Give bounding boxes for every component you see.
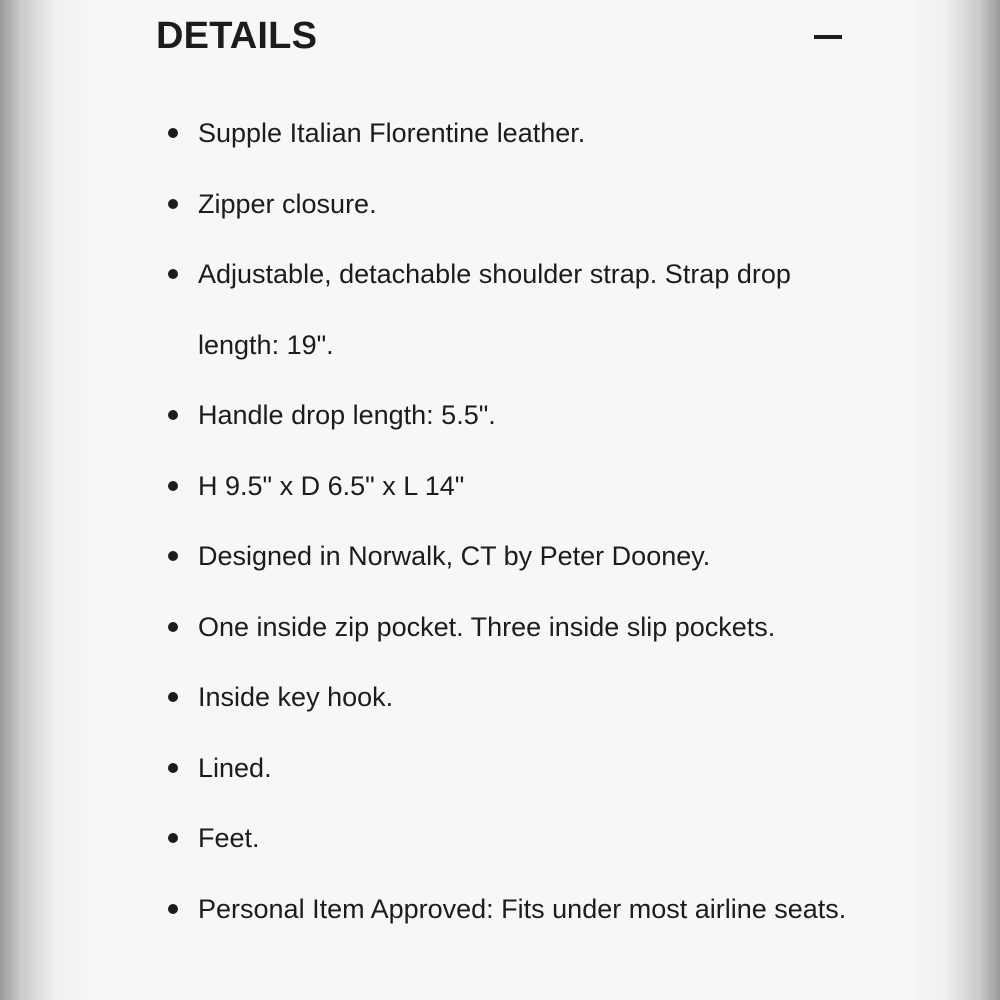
- list-item-text: Feet.: [198, 823, 260, 853]
- bullet-icon: [168, 481, 178, 491]
- list-item: [168, 380, 848, 451]
- list-item-text: Inside key hook.: [198, 682, 394, 712]
- list-item-text: Lined.: [198, 752, 272, 783]
- bullet-icon: [168, 269, 178, 279]
- bullet-icon: [168, 551, 178, 561]
- bullet-icon: [168, 622, 178, 632]
- list-item: [168, 874, 848, 945]
- list-item-text: Zipper closure.: [198, 188, 377, 219]
- details-list: [168, 98, 848, 944]
- details-accordion-header[interactable]: [156, 12, 844, 62]
- bullet-icon: [168, 410, 178, 420]
- list-item-text: Personal Item Approved: Fits under most airline seats.: [198, 893, 847, 924]
- list-item-text: Adjustable, detachable shoulder strap. Strap drop length: 19".: [198, 259, 791, 360]
- list-item: [168, 169, 848, 240]
- details-panel: [88, 0, 914, 1000]
- list-item: [168, 733, 848, 804]
- list-item: [168, 98, 848, 169]
- bullet-icon: [168, 763, 178, 773]
- list-item: [168, 239, 848, 380]
- list-item: [168, 803, 848, 874]
- list-item-text: H 9.5" x D 6.5" x L 14": [198, 470, 465, 501]
- list-item: [168, 451, 848, 522]
- list-item-text: Designed in Norwalk, CT by Peter Dooney.: [198, 541, 711, 571]
- minus-icon: [814, 35, 842, 39]
- list-item: [168, 592, 848, 663]
- bullet-icon: [168, 128, 178, 138]
- bullet-icon: [168, 833, 178, 843]
- bullet-icon: [168, 904, 178, 914]
- bullet-icon: [168, 692, 178, 702]
- bullet-icon: [168, 199, 178, 209]
- list-item-text: One inside zip pocket. Three inside slip pockets.: [198, 611, 776, 642]
- list-item-text: Supple Italian Florentine leather.: [198, 118, 586, 148]
- list-item-text: Handle drop length: 5.5".: [198, 400, 496, 430]
- list-item: [168, 662, 848, 733]
- list-item: [168, 521, 848, 592]
- collapse-button[interactable]: [812, 22, 844, 52]
- details-title: DETAILS: [156, 15, 318, 57]
